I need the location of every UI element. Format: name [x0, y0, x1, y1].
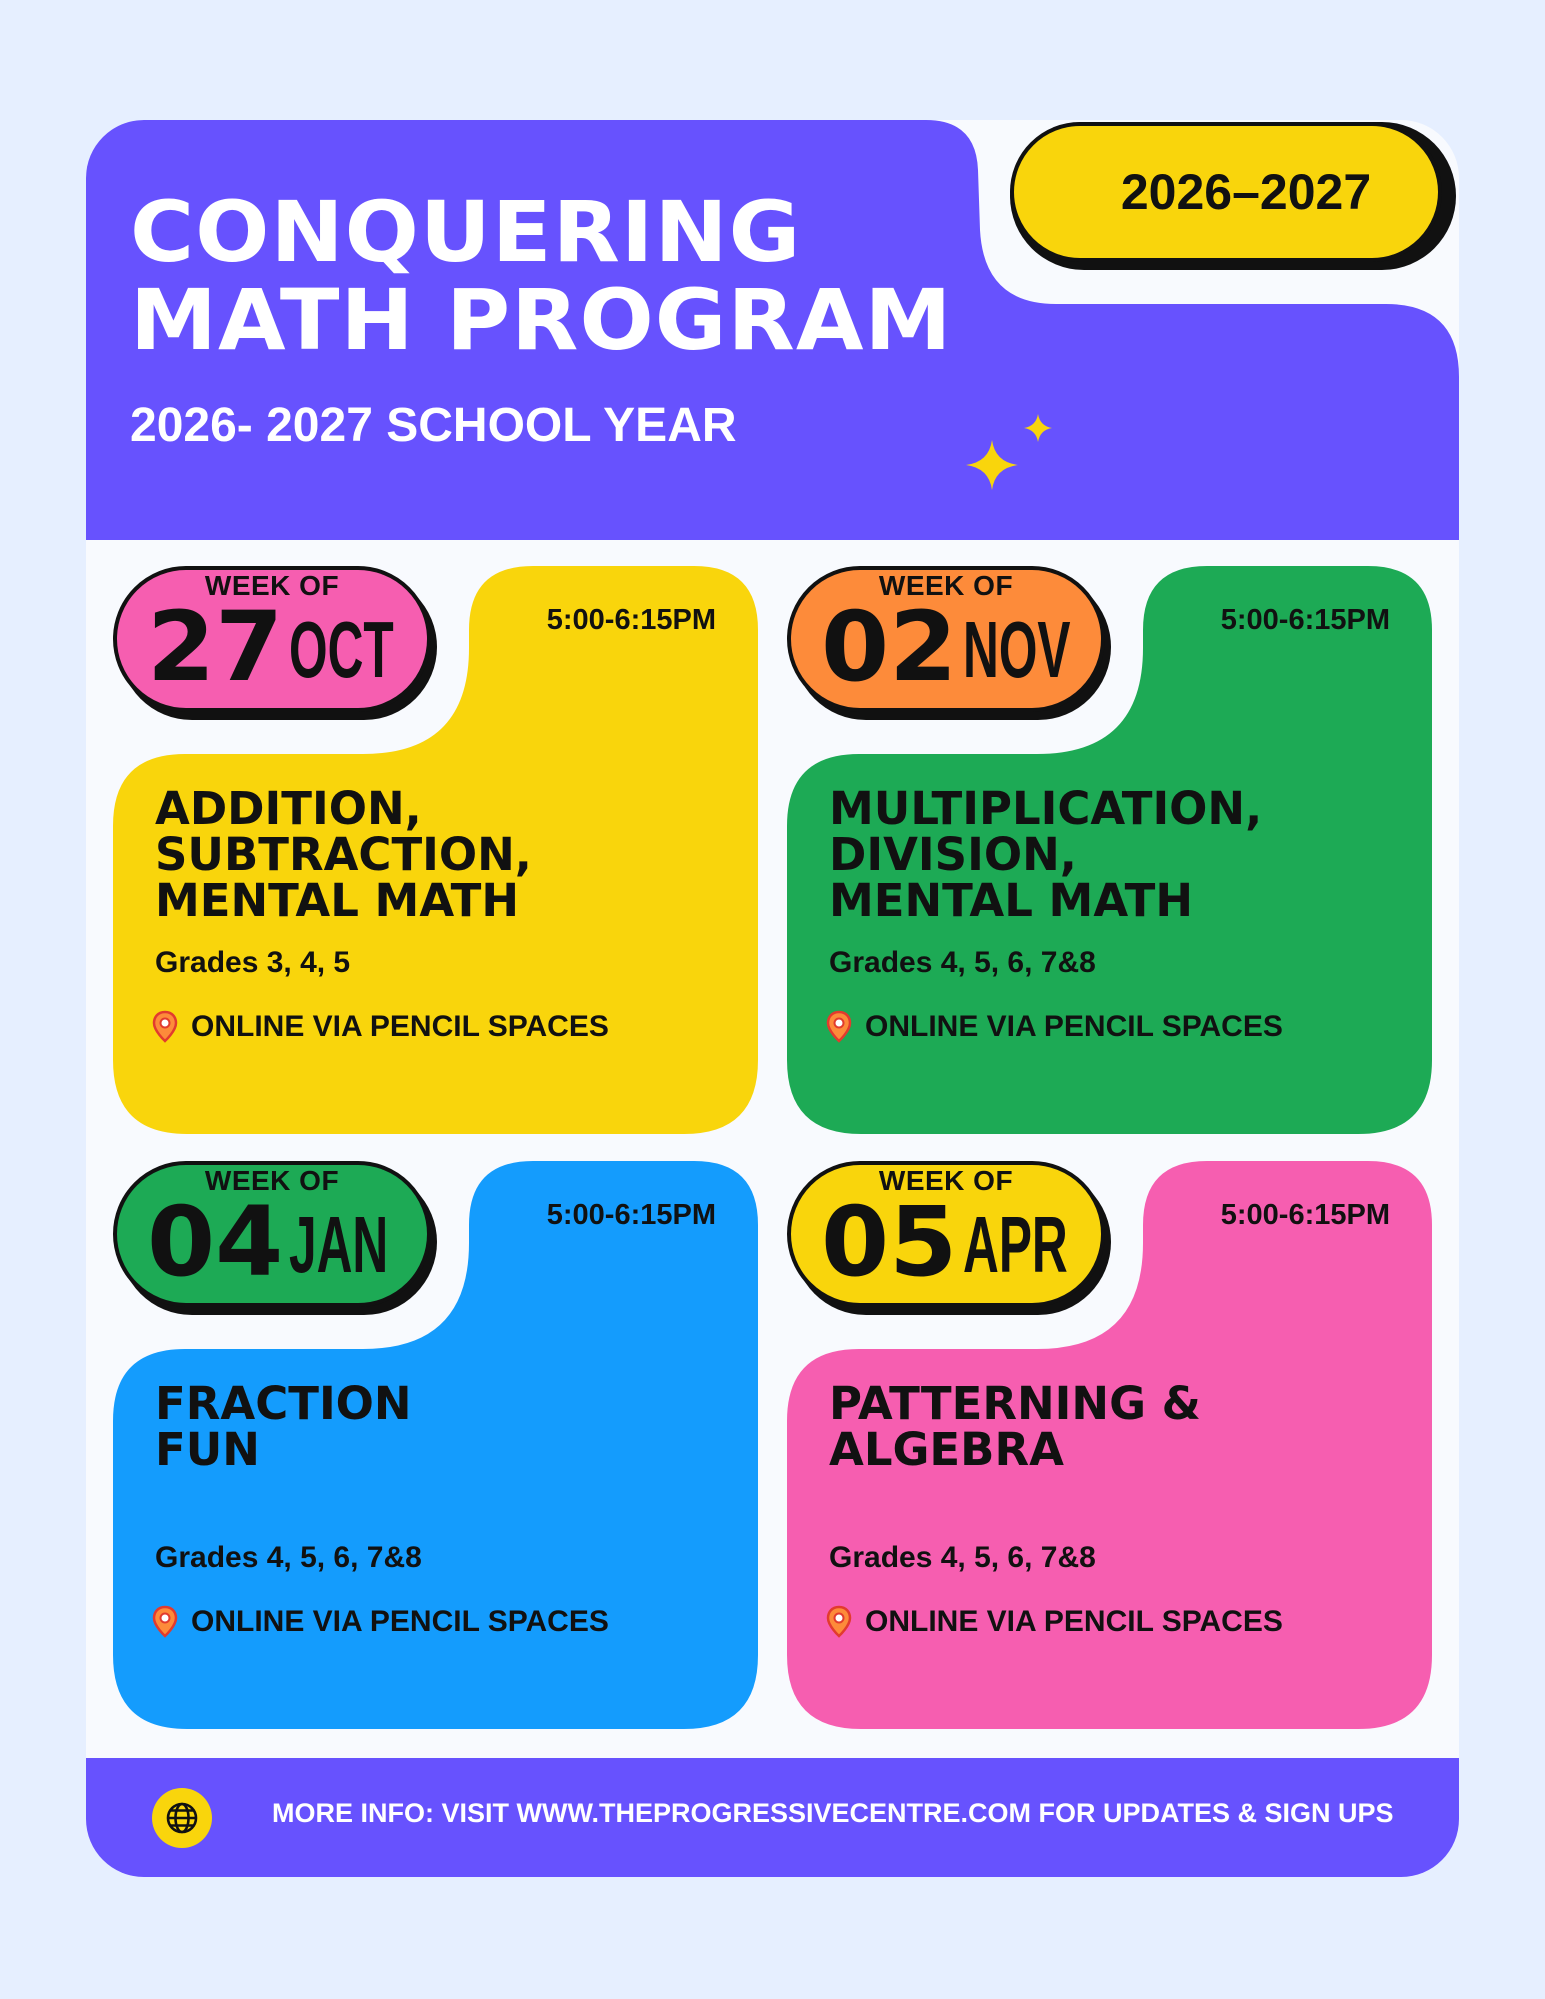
session-title-line: MENTAL MATH — [155, 874, 520, 927]
session-location — [151, 1010, 609, 1044]
footer-info-link[interactable]: MORE INFO: VISIT WWW.THEPROGRESSIVECENTRE.COM FOR UPDATES & SIGN UPS — [272, 1798, 1394, 1828]
session-title-line: DIVISION, — [829, 828, 1077, 881]
school-year-subtitle: 2026- 2027 SCHOOL YEAR — [130, 399, 737, 452]
week-of-label: WEEK OF — [878, 570, 1014, 601]
session-location-label: ONLINE VIA PENCIL SPACES — [865, 1010, 1283, 1043]
week-month: NOV — [963, 605, 1071, 694]
session-time: 5:00-6:15PM — [1220, 604, 1390, 636]
session-title-line: ALGEBRA — [829, 1423, 1064, 1476]
year-badge-label: 2026–2027 — [1010, 122, 1442, 262]
sparkle-icon — [962, 410, 1062, 500]
location-pin-icon — [825, 1010, 865, 1044]
session-time: 5:00-6:15PM — [1220, 1199, 1390, 1231]
location-pin-icon — [151, 1010, 191, 1044]
session-location — [825, 1010, 1283, 1044]
week-month: JAN — [289, 1200, 389, 1289]
session-location-label: ONLINE VIA PENCIL SPACES — [191, 1010, 609, 1043]
session-card — [113, 1161, 758, 1729]
session-title — [829, 782, 1263, 927]
session-card — [113, 566, 758, 1134]
session-location — [151, 1605, 609, 1639]
session-location — [825, 1605, 1283, 1639]
session-title-line: ADDITION, — [155, 782, 422, 835]
session-location-label: ONLINE VIA PENCIL SPACES — [865, 1605, 1283, 1638]
session-title-line: MULTIPLICATION, — [829, 782, 1263, 835]
session-title-line: MENTAL MATH — [829, 874, 1194, 927]
week-date-badge — [113, 1161, 439, 1317]
session-card — [787, 1161, 1432, 1729]
week-of-label: WEEK OF — [204, 570, 340, 601]
week-day: 27 — [147, 591, 284, 703]
session-grades: Grades 4, 5, 6, 7&8 — [155, 1541, 422, 1574]
location-pin-icon — [825, 1605, 865, 1639]
week-of-label: WEEK OF — [878, 1165, 1014, 1196]
week-of-label: WEEK OF — [204, 1165, 340, 1196]
year-badge — [1010, 122, 1456, 270]
week-date-badge — [787, 566, 1113, 722]
session-title-line: SUBTRACTION, — [155, 828, 532, 881]
session-card — [787, 566, 1432, 1134]
session-grades: Grades 4, 5, 6, 7&8 — [829, 1541, 1096, 1574]
title-line-1: CONQUERING — [130, 183, 802, 281]
title-line-2: MATH PROGRAM — [130, 271, 953, 369]
session-title-line: FRACTION — [155, 1377, 412, 1430]
week-day: 04 — [147, 1186, 284, 1298]
week-date-badge — [113, 566, 439, 722]
location-pin-icon — [151, 1605, 191, 1639]
session-time: 5:00-6:15PM — [546, 1199, 716, 1231]
session-grades: Grades 4, 5, 6, 7&8 — [829, 946, 1096, 979]
session-location-label: ONLINE VIA PENCIL SPACES — [191, 1605, 609, 1638]
page-title — [130, 183, 953, 369]
session-time: 5:00-6:15PM — [546, 604, 716, 636]
week-day: 02 — [821, 591, 958, 703]
week-day: 05 — [821, 1186, 958, 1298]
session-title-line: FUN — [155, 1423, 260, 1476]
session-title — [155, 1377, 412, 1476]
session-grades: Grades 3, 4, 5 — [155, 946, 351, 979]
week-month: APR — [963, 1200, 1068, 1289]
session-title — [829, 1377, 1201, 1476]
week-month: OCT — [289, 605, 394, 694]
session-title — [155, 782, 532, 927]
session-title-line: PATTERNING & — [829, 1377, 1201, 1430]
week-date-badge — [787, 1161, 1113, 1317]
